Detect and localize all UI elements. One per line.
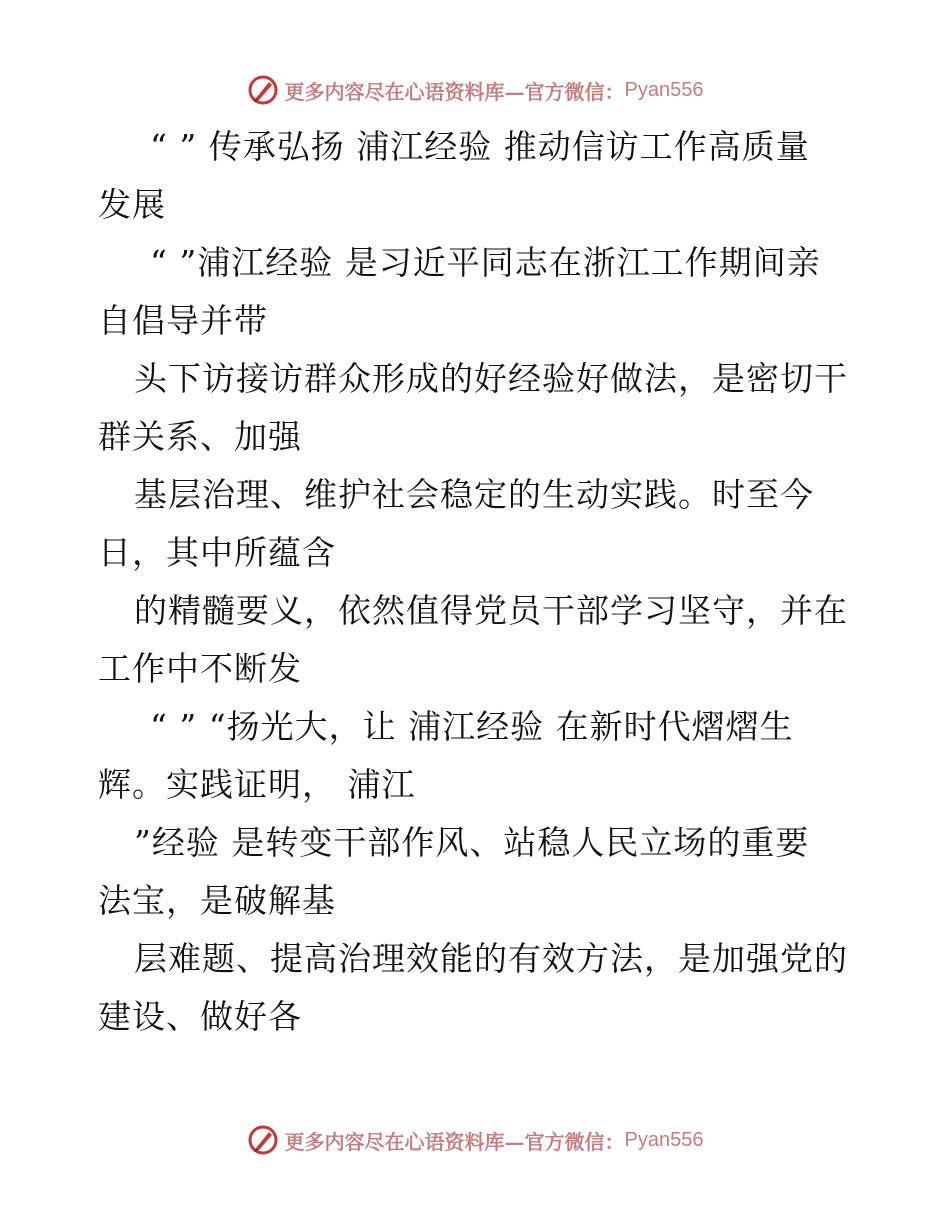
text-line: “ ”浦江经验 是习近平同志在浙江工作期间亲 — [150, 243, 821, 282]
text-line: “ ” 传承弘扬 浦江经验 推动信访工作高质量 — [150, 127, 810, 166]
red-quill-pen-icon — [247, 74, 279, 106]
banner-text: 更多内容尽在心语资料库—官方微信： — [284, 79, 625, 104]
text-line: 辉。实践证明， 浦江 — [98, 765, 416, 804]
text-line: 建设、做好各 — [98, 997, 302, 1036]
footer-banner — [0, 1120, 950, 1160]
header-banner — [0, 70, 950, 110]
text-line: 法宝，是破解基 — [98, 881, 336, 920]
text-line: 发展 — [98, 185, 166, 224]
text-line: 日，其中所蕴含 — [98, 533, 336, 572]
text-line: 头下访接访群众形成的好经验好做法，是密切干 — [134, 359, 848, 398]
text-line: “ ” “扬光大，让 浦江经验 在新时代熠熠生 — [150, 707, 794, 746]
text-line: ”经验 是转变干部作风、站稳人民立场的重要 — [134, 823, 810, 862]
banner-handle: Pyan556 — [624, 1128, 704, 1151]
text-line: 工作中不断发 — [98, 649, 302, 688]
document-body — [98, 118, 858, 1046]
text-line: 基层治理、维护社会稳定的生动实践。时至今 — [134, 475, 814, 514]
banner-text: 更多内容尽在心语资料库—官方微信： — [284, 1129, 625, 1154]
text-line: 自倡导并带 — [98, 301, 268, 340]
banner-handle: Pyan556 — [624, 78, 704, 101]
red-quill-pen-icon — [247, 1124, 279, 1156]
text-line: 的精髓要义，依然值得党员干部学习坚守，并在 — [134, 591, 848, 630]
text-line: 群关系、加强 — [98, 417, 302, 456]
text-line: 层难题、提高治理效能的有效方法，是加强党的 — [134, 939, 848, 978]
